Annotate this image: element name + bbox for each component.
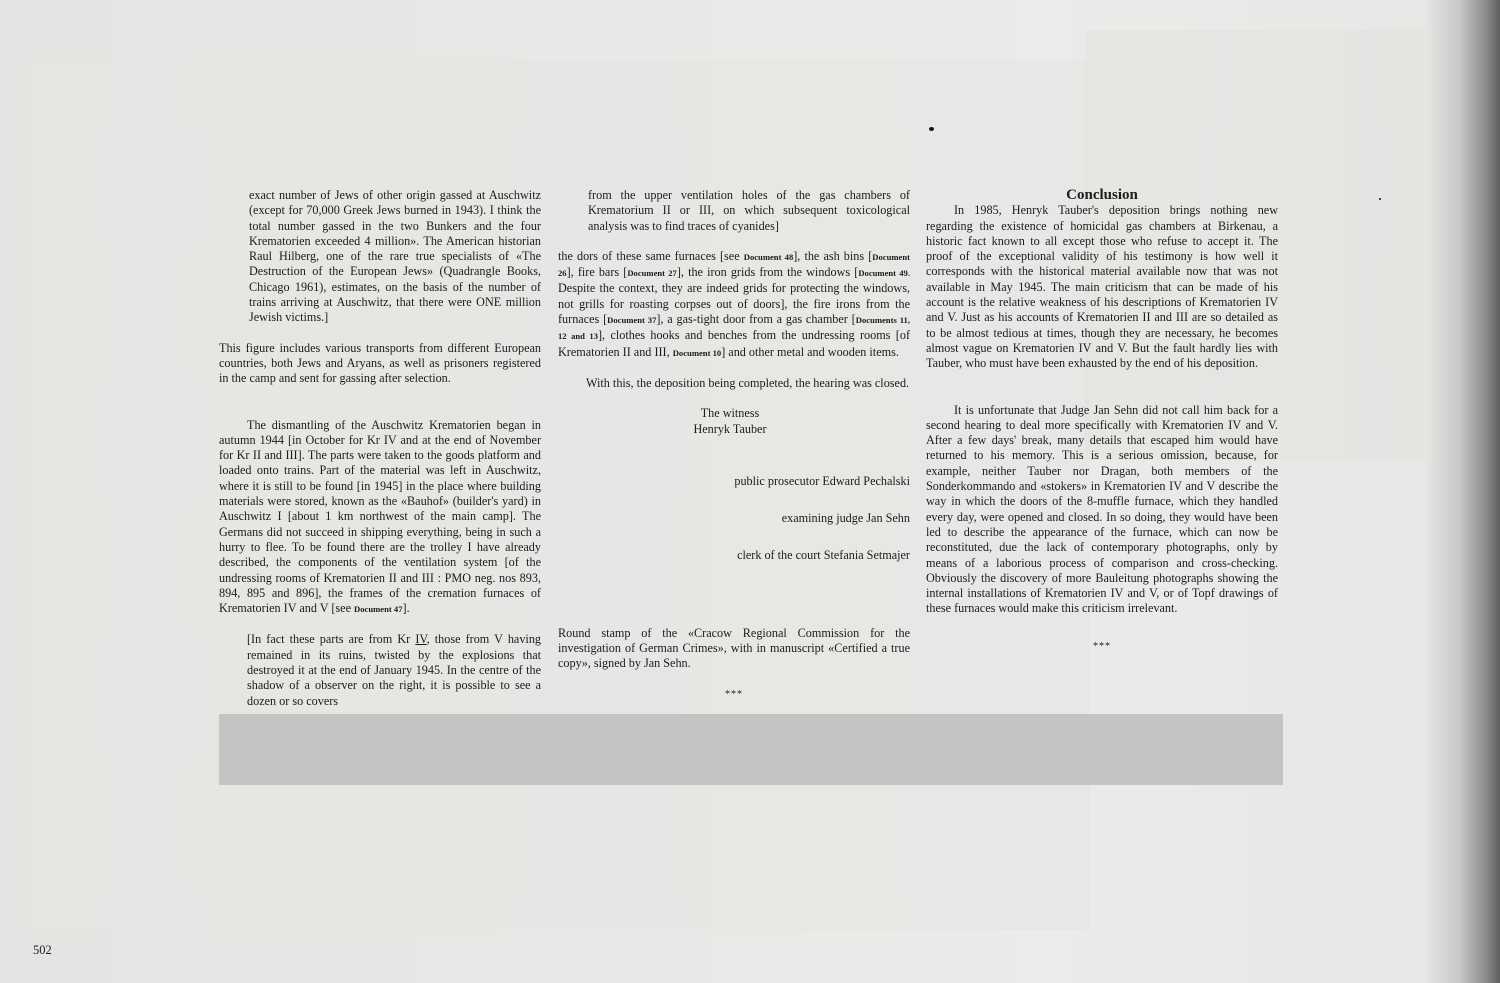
document-citation: Document 26 [558,251,910,279]
paragraph [219,418,541,618]
judge-signature: examining judge Jan Sehn [781,511,910,526]
note-text: [In fact these parts are from Kr [247,632,411,647]
paragraph-text: the dors of these same furnaces [see [558,248,740,263]
text-column-left [219,188,541,709]
clerk-signature: clerk of the court Stefania Setmajer [737,548,910,563]
paragraph-text: ], the iron grids from the windows [ [676,265,859,280]
grey-placeholder-bar [219,714,1283,785]
paragraph-text: Despite the context, they are indeed grids for protecting the windows, not grills for roasting corpses out of doors], the fire irons from the furnaces [ [558,281,910,327]
section-heading: Conclusion [1066,187,1138,203]
document-citation: Document 10 [672,347,722,358]
stamp-note: Round stamp of the «Cracow Regional Commission for the investigation of German Crimes», with in manuscript «Certified a true copy», signed by Jan Sehn. [558,625,910,671]
document-citation: Document 47 [354,604,403,615]
section-separator: *** [725,688,743,700]
page-number: 502 [33,943,52,957]
paragraph: This figure includes various transports from different European countries, both Jews and Aryans, as well as prisoners registered in the camp and sent for gassing after selection. [219,340,541,386]
bracketed-note [219,632,541,708]
paragraph-text: ], fire bars [ [566,265,628,280]
witness-name: Henryk Tauber [693,421,767,436]
paragraph-text: ], the ash bins [ [793,248,873,263]
text-column-middle [558,188,910,702]
speck-mark [1379,198,1381,200]
paragraph-text: The dismantling of the Auschwitz Krematorien began in autumn 1944 [in October for Kr IV and at the end of November for Kr II and III]. The parts were taken to the goods platform and loaded onto trains. Part of the material was left in Auschwitz, where it is still to be found [in 1945] in the place where building materials were stored, known as the «Bauhof» (builder's yard) in Auschwitz I [about 1 km northwest of the main camp]. The Germans did not succeed in shipping everything, being in such a hurry to flee. To be found there are the trolley I have already described, the components of the ventilation system [of the undressing rooms of Krematorien II and III : PMO neg. nos 893, 894, 895 and 896], the frames of the cremation furnaces of Krematorien IV and V [see [219,417,541,616]
paragraph-text: ], clothes hooks and benches from the undressing rooms [of Krematorien II and III, [558,328,910,359]
document-citation: Documents 11, 12 and 13 [558,315,910,342]
prosecutor-signature: public prosecutor Edward Pechalski [734,473,910,488]
text-column-right [926,188,1278,654]
quoted-paragraph: exact number of Jews of other origin gassed at Auschwitz (except for 70,000 Greek Jews burned in 1943). I think the total number gassed in the two Bunkers and the four Krematorien exceeded 4 million». The American historian Raul Hilberg, one of the rare true specialists of «The Destruction of the European Jews» (Quadrangle Books, Chicago 1961), estimates, on the basis of the number of trains arriving at Auschwitz, that there were ONE million Jewish victims.] [249,188,541,325]
paragraph-text: ]. [402,601,410,616]
document-citation: Document 37 [607,315,657,326]
paragraph: It is unfortunate that Judge Jan Sehn did not call him back for a second hearing to deal more specifically with Krematorien IV and V. After a few days' break, many details that escaped him would have returned to his memory. This is a serious omission, because, for example, neither Tauber nor Dragan, both members of the Sonderkommando and «stokers» in Krematorien IV and V describe the way in which the doors of the 8-muffle furnace, which they handled every day, were opened and closed. In so doing, they would have been led to describe the appearance of the furnace, which can now be reconstituted, due the lack of contemporary photographs, only by means of a laborious process of comparison and cross-checking. Obviously the discovery of more Bauleitung photographs showing the internal installations of Krematorien IV and V, or of Topf drawings of these furnaces would make this criticism irrelevant. [926,402,1278,616]
section-separator: *** [1093,640,1111,652]
note-text: , those from V having remained in its ruins, twisted by the explosions that destroyed it at the end of January 1945. In the centre of the shadow of a observer on the right, it is possible to see a dozen or so covers [247,632,542,708]
witness-label: The witness [700,406,760,421]
paragraph: With this, the deposition being completed, the hearing was closed. [586,375,910,390]
document-citation: Document 48 [743,251,794,262]
underlined-text: IV [415,632,427,647]
quoted-paragraph: from the upper ventilation holes of the gas chambers of Krematorium II or III, on which subsequent toxicological analysis was to find traces of cyanides] [588,188,910,233]
paragraph: In 1985, Henryk Tauber's deposition brings nothing new regarding the existence of homicidal gas chambers at Birkenau, a historic fact known to all except those who refuse to accept it. The proof of the exceptional validity of his testimony is how well it corresponds with the historical material available now that was not available in May 1945. The main criticism that can be made of his account is the relative weakness of his descriptions of Krematorien IV and V. Just as his accounts of Krematorien II and III are so detailed as to be almost tedious at times, though they are necessary, he becomes almost vague on Krematorien IV and V. But the fault hardly lies with Tauber, who must have been exhausted by the end of his deposition. [926,203,1278,371]
paragraph-text: ] and other metal and wooden items. [721,344,899,359]
document-citation: Document 27 [627,268,677,279]
paragraph-text: ], a gas-tight door from a gas chamber [ [656,312,856,327]
document-citation: Document 49. [858,268,910,279]
paragraph [558,249,910,361]
book-gutter-shadow [1425,0,1500,983]
speck-mark [929,127,934,131]
